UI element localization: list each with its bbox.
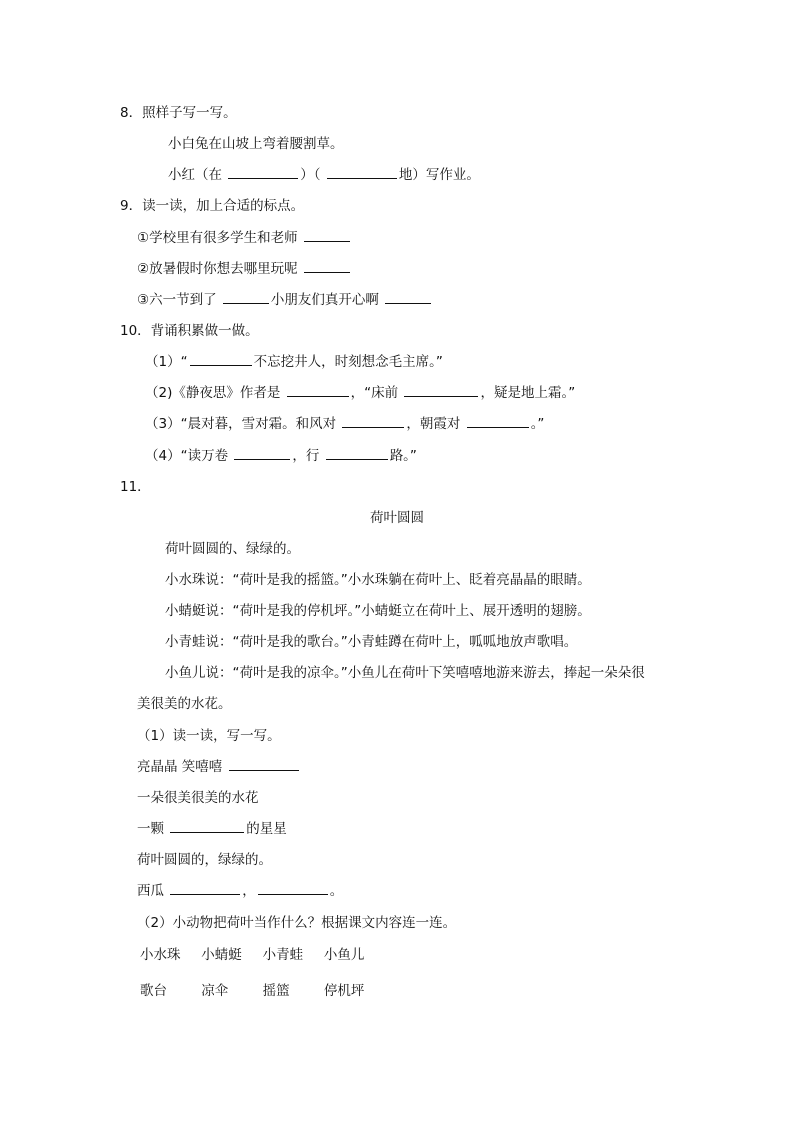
- passage-paragraph-5-cont: 美很美的水花。: [137, 696, 232, 712]
- q10-item-3: （3）“晨对暮，雪对霜。和风对 ，朝霞对 。”: [145, 416, 545, 432]
- q11-example-5: 西瓜 ， 。: [137, 883, 344, 899]
- q9-blank-2[interactable]: [304, 260, 350, 273]
- q9-title: 9．读一读，加上合适的标点。: [120, 198, 305, 214]
- q11-sub-2: （2）小动物把荷叶当作什么？根据课文内容连一连。: [137, 915, 457, 931]
- q9-item-2: ②放暑假时你想去哪里玩呢: [137, 260, 352, 278]
- animal-water-drop[interactable]: 小水珠: [140, 947, 181, 963]
- thing-stage[interactable]: 歌台: [140, 983, 167, 999]
- animal-dragonfly[interactable]: 小蜻蜓: [201, 947, 242, 963]
- animal-frog[interactable]: 小青蛙: [262, 947, 304, 963]
- passage-paragraph-2: 小水珠说：“荷叶是我的摇篮。”小水珠躺在荷叶上、眨着亮晶晶的眼睛。: [165, 572, 591, 588]
- q10-blank-5[interactable]: [467, 415, 529, 428]
- q9-item-3: ③六一节到了 小朋友们真开心啊: [137, 291, 433, 309]
- q10-blank-2[interactable]: [287, 384, 349, 397]
- q10-blank-6[interactable]: [234, 447, 290, 460]
- q10-blank-4[interactable]: [342, 415, 404, 428]
- q9-item-1: ①学校里有很多学生和老师: [137, 229, 352, 247]
- q10-item-2: （2)《静夜思》作者是 ，“床前 ，疑是地上霜。”: [145, 385, 576, 401]
- things-row: [140, 982, 381, 1000]
- q9-blank-3[interactable]: [223, 291, 269, 304]
- q11-sub-1: （1）读一读，写一写。: [137, 728, 281, 744]
- animal-fish[interactable]: 小鱼儿: [323, 947, 365, 963]
- thing-cradle[interactable]: 摇篮: [262, 983, 290, 999]
- passage-paragraph-4: 小青蛙说：“荷叶是我的歌台。”小青蛙蹲在荷叶上，呱呱地放声歌唱。: [165, 634, 578, 650]
- q10-item-4: （4）“读万卷 ，行 路。”: [145, 448, 417, 464]
- q10-item-1: （1）“ 不忘挖井人，时刻想念毛主席。”: [145, 354, 443, 370]
- animals-row: [140, 946, 381, 964]
- passage-title: 荷叶圆圆: [370, 510, 424, 526]
- q8-blank-2[interactable]: [327, 166, 397, 179]
- passage-paragraph-3: 小蜻蜓说：“荷叶是我的停机坪。”小蜻蜓立在荷叶上、展开透明的翅膀。: [165, 603, 591, 619]
- q11-example-1: 亮晶晶 笑嘻嘻: [137, 758, 301, 776]
- q10-blank-1[interactable]: [190, 353, 252, 366]
- q11-example-3: 一颗 的星星: [137, 821, 287, 837]
- q8-blank-1[interactable]: [228, 166, 298, 179]
- q8-title: 8．照样子写一写。: [120, 105, 237, 121]
- passage-paragraph-1: 荷叶圆圆的、绿绿的。: [165, 541, 300, 557]
- q8-example: 小白兔在山坡上弯着腰割草。: [168, 136, 344, 152]
- thing-umbrella[interactable]: 凉伞: [201, 983, 229, 999]
- q11-blank-2[interactable]: [170, 820, 244, 833]
- q11-blank-1[interactable]: [229, 758, 299, 771]
- q9-blank-4[interactable]: [385, 291, 431, 304]
- q11-blank-3[interactable]: [170, 882, 240, 895]
- q11-example-2: 一朵很美很美的水花: [137, 790, 259, 806]
- q9-blank-1[interactable]: [304, 229, 350, 242]
- thing-apron[interactable]: 停机坪: [323, 983, 365, 999]
- q10-title: 10．背诵积累做一做。: [120, 323, 259, 339]
- q8-task: 小红（在 ）（ 地）写作业。: [168, 167, 480, 183]
- passage-paragraph-5: 小鱼儿说：“荷叶是我的凉伞。”小鱼儿在荷叶下笑嘻嘻地游来游去，捧起一朵朵很: [165, 665, 645, 681]
- q11-example-4: 荷叶圆圆的，绿绿的。: [137, 852, 272, 868]
- q10-blank-3[interactable]: [404, 384, 478, 397]
- q11-number: 11．: [120, 479, 151, 495]
- q10-blank-7[interactable]: [326, 447, 388, 460]
- q11-blank-4[interactable]: [258, 882, 328, 895]
